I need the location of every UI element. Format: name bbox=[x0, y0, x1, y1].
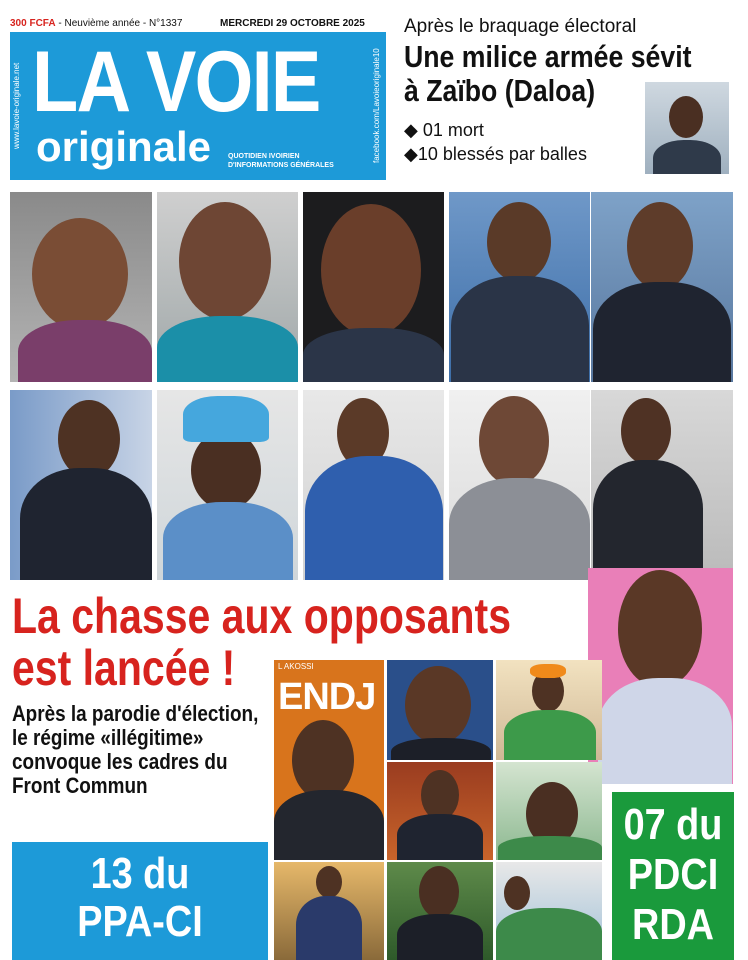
collage-photo bbox=[496, 762, 602, 860]
portrait-photo bbox=[449, 390, 590, 580]
collage-photo bbox=[387, 862, 493, 960]
main-subheadline: Après la parodie d'élection, le régime «illégitime» convoque les cadres du Front Commun bbox=[12, 701, 259, 798]
newspaper-title: LA VOIE bbox=[32, 34, 320, 130]
collage-photo bbox=[274, 862, 384, 960]
top-story-headline-line1: Une milice armée sévit bbox=[404, 39, 692, 74]
main-headline-line1: La chasse aux opposants bbox=[12, 588, 512, 644]
portrait-photo bbox=[10, 390, 152, 580]
top-story-bullet-injured: ◆10 blessés par balles bbox=[404, 144, 587, 164]
newspaper-tagline: QUOTIDIEN IVOIRIEN D'INFORMATIONS GÉNÉRALES bbox=[228, 153, 334, 169]
collage-photo bbox=[496, 862, 602, 960]
collage-photo bbox=[387, 660, 493, 760]
top-story-kicker: Après le braquage électoral bbox=[404, 16, 637, 37]
masthead-logo bbox=[10, 32, 386, 180]
backdrop-text: ENDJ bbox=[278, 676, 376, 718]
top-story-photo bbox=[645, 82, 729, 174]
portrait-photo bbox=[591, 192, 733, 382]
pdci-rda-box bbox=[612, 792, 734, 960]
portrait-photo bbox=[303, 390, 444, 580]
portrait-photo bbox=[10, 192, 152, 382]
ppa-party: PPA-CI bbox=[77, 897, 203, 946]
newspaper-subtitle: originale bbox=[36, 123, 212, 170]
portrait-photo bbox=[303, 192, 444, 382]
top-story-bullet-deaths: ◆ 01 mort bbox=[404, 120, 484, 140]
portrait-photo bbox=[449, 192, 590, 382]
price: 300 FCFA bbox=[10, 18, 56, 29]
portrait-photo bbox=[157, 390, 298, 580]
collage-photo bbox=[387, 762, 493, 860]
ppa-ci-box bbox=[12, 842, 268, 960]
pdci-party-suffix: RDA bbox=[632, 900, 714, 949]
portrait-photo bbox=[588, 568, 733, 784]
pdci-party: PDCI bbox=[627, 850, 719, 899]
price-edition-line bbox=[10, 18, 182, 29]
main-headline-line2: est lancée ! bbox=[12, 640, 236, 696]
collage-photo bbox=[496, 660, 602, 760]
portrait-photo bbox=[157, 192, 298, 382]
website-vertical: www.lavoie-originale.net bbox=[12, 62, 21, 150]
facebook-vertical: facebook.com/Lavoieoriginale10 bbox=[372, 48, 381, 164]
top-story-headline-line2: à Zaïbo (Daloa) bbox=[404, 73, 596, 108]
portrait-photo bbox=[591, 390, 733, 568]
backdrop-small-text: L AKOSSI bbox=[278, 662, 314, 671]
issue-date: MERCREDI 29 OCTOBRE 2025 bbox=[220, 18, 365, 29]
pdci-count: 07 du bbox=[623, 800, 723, 849]
collage-photo-backdrop bbox=[274, 660, 384, 860]
ppa-count: 13 du bbox=[90, 849, 190, 898]
edition: - Neuvième année - N°1337 bbox=[58, 18, 183, 29]
